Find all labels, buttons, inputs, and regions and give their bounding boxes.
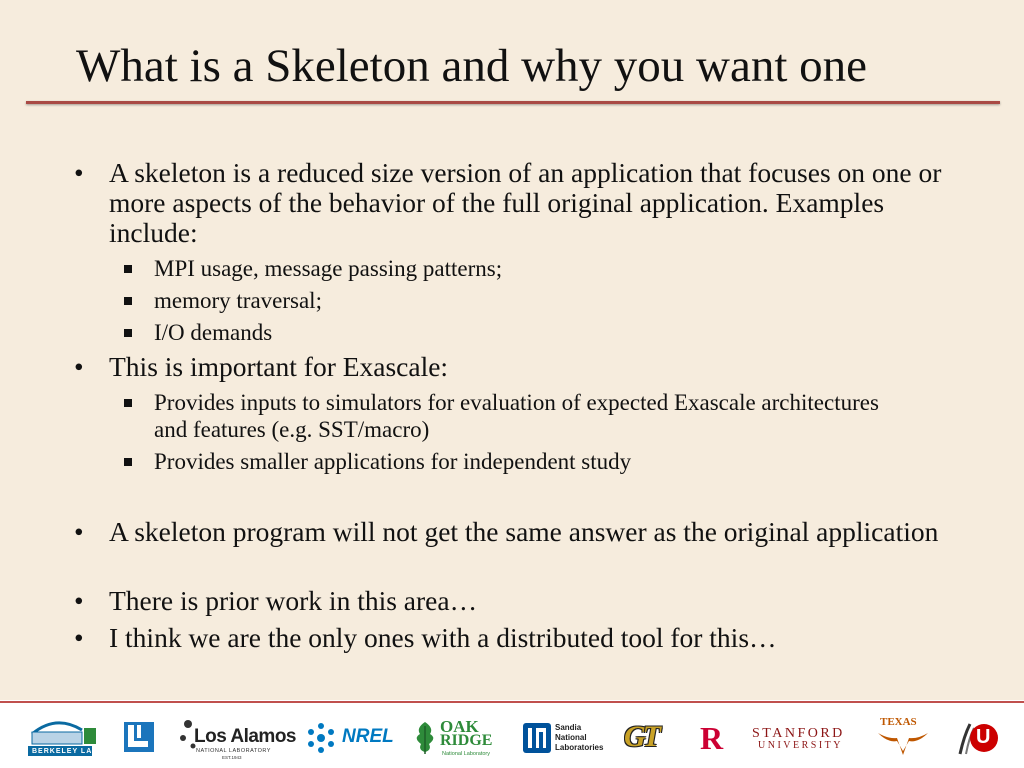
llnl-icon bbox=[124, 722, 154, 752]
bullet-text: There is prior work in this area… bbox=[109, 585, 478, 616]
bullet-text: A skeleton is a reduced size version of an application that focuses on one or more aspects of the behavior of the full original application. Examples include: bbox=[109, 157, 942, 248]
georgia-tech-label: GT bbox=[624, 720, 658, 753]
sandia-line3: Laboratories bbox=[555, 743, 604, 752]
slide-title: What is a Skeleton and why you want one bbox=[76, 40, 867, 92]
nrel-icon bbox=[304, 721, 338, 755]
bullet-dot: • bbox=[74, 157, 84, 188]
oak-leaf-icon bbox=[412, 720, 438, 754]
rutgers-logo bbox=[700, 719, 730, 756]
sub-bullet-item bbox=[124, 287, 904, 314]
bullet-text: A skeleton program will not get the same answer as the original application bbox=[109, 516, 939, 547]
bullet-item bbox=[74, 158, 954, 248]
los-alamos-est: EST.1943 bbox=[222, 755, 242, 760]
oak-ridge-logo bbox=[412, 714, 498, 760]
nrel-logo bbox=[304, 720, 396, 756]
sandia-line2: National bbox=[555, 733, 587, 742]
utah-logo bbox=[956, 718, 1000, 758]
bullet-item bbox=[74, 623, 954, 653]
sub-bullet-item bbox=[124, 448, 904, 475]
oak-label: OAK bbox=[440, 717, 479, 736]
bullet-dot: • bbox=[74, 585, 84, 616]
sub-bullet-item bbox=[124, 255, 904, 282]
los-alamos-label: Los Alamos bbox=[194, 726, 296, 747]
utah-label: U bbox=[976, 726, 991, 748]
stanford-line1: STANFORD bbox=[752, 726, 845, 741]
sub-bullet-item bbox=[124, 319, 904, 346]
sub-bullet-text: memory traversal; bbox=[154, 288, 322, 313]
square-bullet bbox=[124, 297, 132, 305]
title-divider bbox=[26, 101, 1000, 104]
bullet-text: This is important for Exascale: bbox=[109, 351, 449, 382]
sandia-icon bbox=[522, 722, 552, 754]
ornl-sub: National Laboratory bbox=[442, 751, 491, 757]
los-alamos-logo bbox=[178, 714, 296, 760]
sandia-logo bbox=[522, 720, 602, 756]
los-alamos-sub: NATIONAL LABORATORY bbox=[196, 748, 271, 754]
berkeley-lab-logo bbox=[26, 712, 100, 758]
georgia-tech-logo bbox=[624, 722, 678, 752]
texas-logo bbox=[876, 716, 930, 758]
stanford-line2: UNIVERSITY bbox=[758, 740, 843, 751]
berkeley-lab-label: BERKELEY LAB bbox=[32, 748, 99, 755]
ridge-label: RIDGE bbox=[440, 732, 493, 749]
texas-label: TEXAS bbox=[880, 716, 917, 728]
sub-bullet-item bbox=[124, 389, 904, 443]
sub-bullet-text: I/O demands bbox=[154, 320, 273, 345]
bullet-item bbox=[74, 586, 954, 616]
bullet-text: I think we are the only ones with a distributed tool for this… bbox=[109, 622, 777, 653]
square-bullet bbox=[124, 458, 132, 466]
bullet-item bbox=[74, 352, 954, 382]
stanford-logo bbox=[752, 726, 860, 754]
bullet-dot: • bbox=[74, 622, 84, 653]
square-bullet bbox=[124, 265, 132, 273]
longhorn-icon bbox=[876, 729, 930, 757]
bullet-item bbox=[74, 517, 954, 547]
bullet-dot: • bbox=[74, 516, 84, 547]
footer-divider bbox=[0, 701, 1024, 703]
square-bullet bbox=[124, 329, 132, 337]
sandia-line1: Sandia bbox=[555, 723, 582, 732]
sub-bullet-text: Provides smaller applications for independent study bbox=[154, 449, 632, 474]
bullet-dot: • bbox=[74, 351, 84, 382]
llnl-logo bbox=[124, 722, 154, 752]
square-bullet bbox=[124, 399, 132, 407]
rutgers-label: R bbox=[700, 719, 724, 756]
nrel-label: NREL bbox=[342, 726, 394, 747]
sub-bullet-text: MPI usage, message passing patterns; bbox=[154, 256, 503, 281]
sub-bullet-text: Provides inputs to simulators for evaluation of expected Exascale architectures and features (e.g. SST/macro) bbox=[154, 390, 879, 442]
